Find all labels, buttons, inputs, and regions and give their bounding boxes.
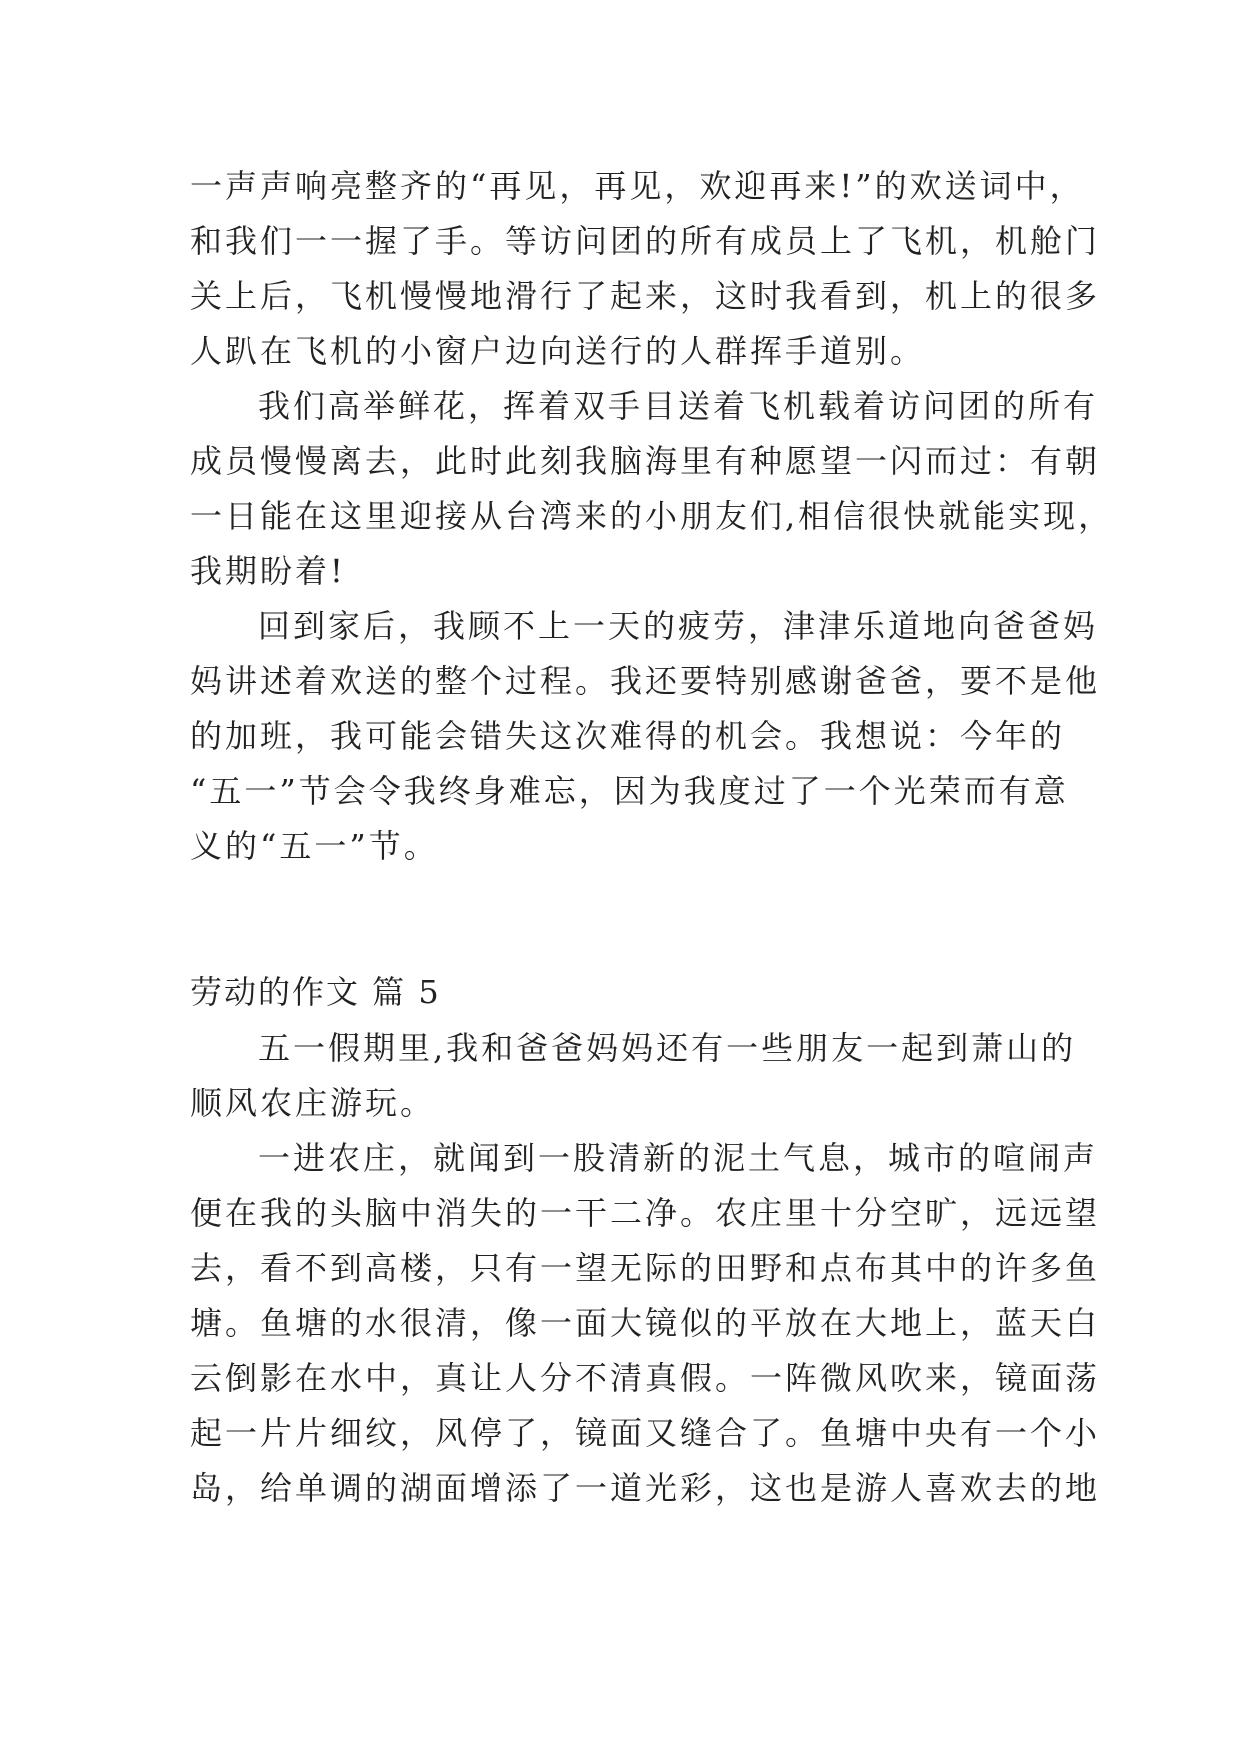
- section-paragraph-2-line-2: 便在我的头脑中消失的一干二净。农庄里十分空旷，远远望: [190, 1194, 1101, 1232]
- paragraph-1-line-4: 人趴在飞机的小窗户边向送行的人群挥手道别。: [190, 332, 926, 370]
- paragraph-3-line-2: 妈讲述着欢送的整个过程。我还要特别感谢爸爸，要不是他: [190, 662, 1101, 700]
- paragraph-1-line-3: 关上后，飞机慢慢地滑行了起来，这时我看到，机上的很多: [190, 277, 1101, 315]
- paragraph-3-line-5: 义的“五一”节。: [190, 827, 439, 865]
- section-paragraph-2-line-4: 塘。鱼塘的水很清，像一面大镜似的平放在大地上，蓝天白: [190, 1304, 1101, 1342]
- section-paragraph-1-line-2: 顺风农庄游玩。: [190, 1084, 436, 1122]
- section-paragraph-2-line-7: 岛，给单调的湖面增添了一道光彩，这也是游人喜欢去的地: [190, 1469, 1101, 1507]
- paragraph-3-line-1: 回到家后，我顾不上一天的疲劳，津津乐道地向爸爸妈: [258, 607, 1099, 645]
- section-paragraph-2-line-3: 去，看不到高楼，只有一望无际的田野和点布其中的许多鱼: [190, 1249, 1101, 1287]
- section-paragraph-2-line-1: 一进农庄，就闻到一股清新的泥土气息，城市的喧闹声: [258, 1139, 1099, 1177]
- paragraph-1-line-2: 和我们一一握了手。等访问团的所有成员上了飞机，机舱门: [190, 222, 1101, 260]
- paragraph-2-line-3: 一日能在这里迎接从台湾来的小朋友们,相信很快就能实现，: [190, 497, 1114, 535]
- section-paragraph-1-line-1: 五一假期里,我和爸爸妈妈还有一些朋友一起到萧山的: [258, 1029, 1077, 1067]
- section-heading: 劳动的作文 篇 5: [190, 973, 441, 1011]
- paragraph-1-line-1: 一声声响亮整齐的“再见，再见，欢迎再来!”的欢送词中，: [190, 167, 1085, 205]
- section-paragraph-2-line-6: 起一片片细纹，风停了，镜面又缝合了。鱼塘中央有一个小: [190, 1414, 1101, 1452]
- paragraph-2-line-2: 成员慢慢离去，此时此刻我脑海里有种愿望一闪而过：有朝: [190, 442, 1101, 480]
- section-paragraph-2-line-5: 云倒影在水中，真让人分不清真假。一阵微风吹来，镜面荡: [190, 1359, 1101, 1397]
- paragraph-3-line-4: “五一”节会令我终身难忘，因为我度过了一个光荣而有意: [190, 772, 1069, 810]
- paragraph-3-line-3: 的加班，我可能会错失这次难得的机会。我想说：今年的: [190, 717, 1066, 755]
- paragraph-2-line-1: 我们高举鲜花，挥着双手目送着飞机载着访问团的所有: [258, 387, 1099, 425]
- paragraph-2-line-4: 我期盼着!: [190, 552, 346, 590]
